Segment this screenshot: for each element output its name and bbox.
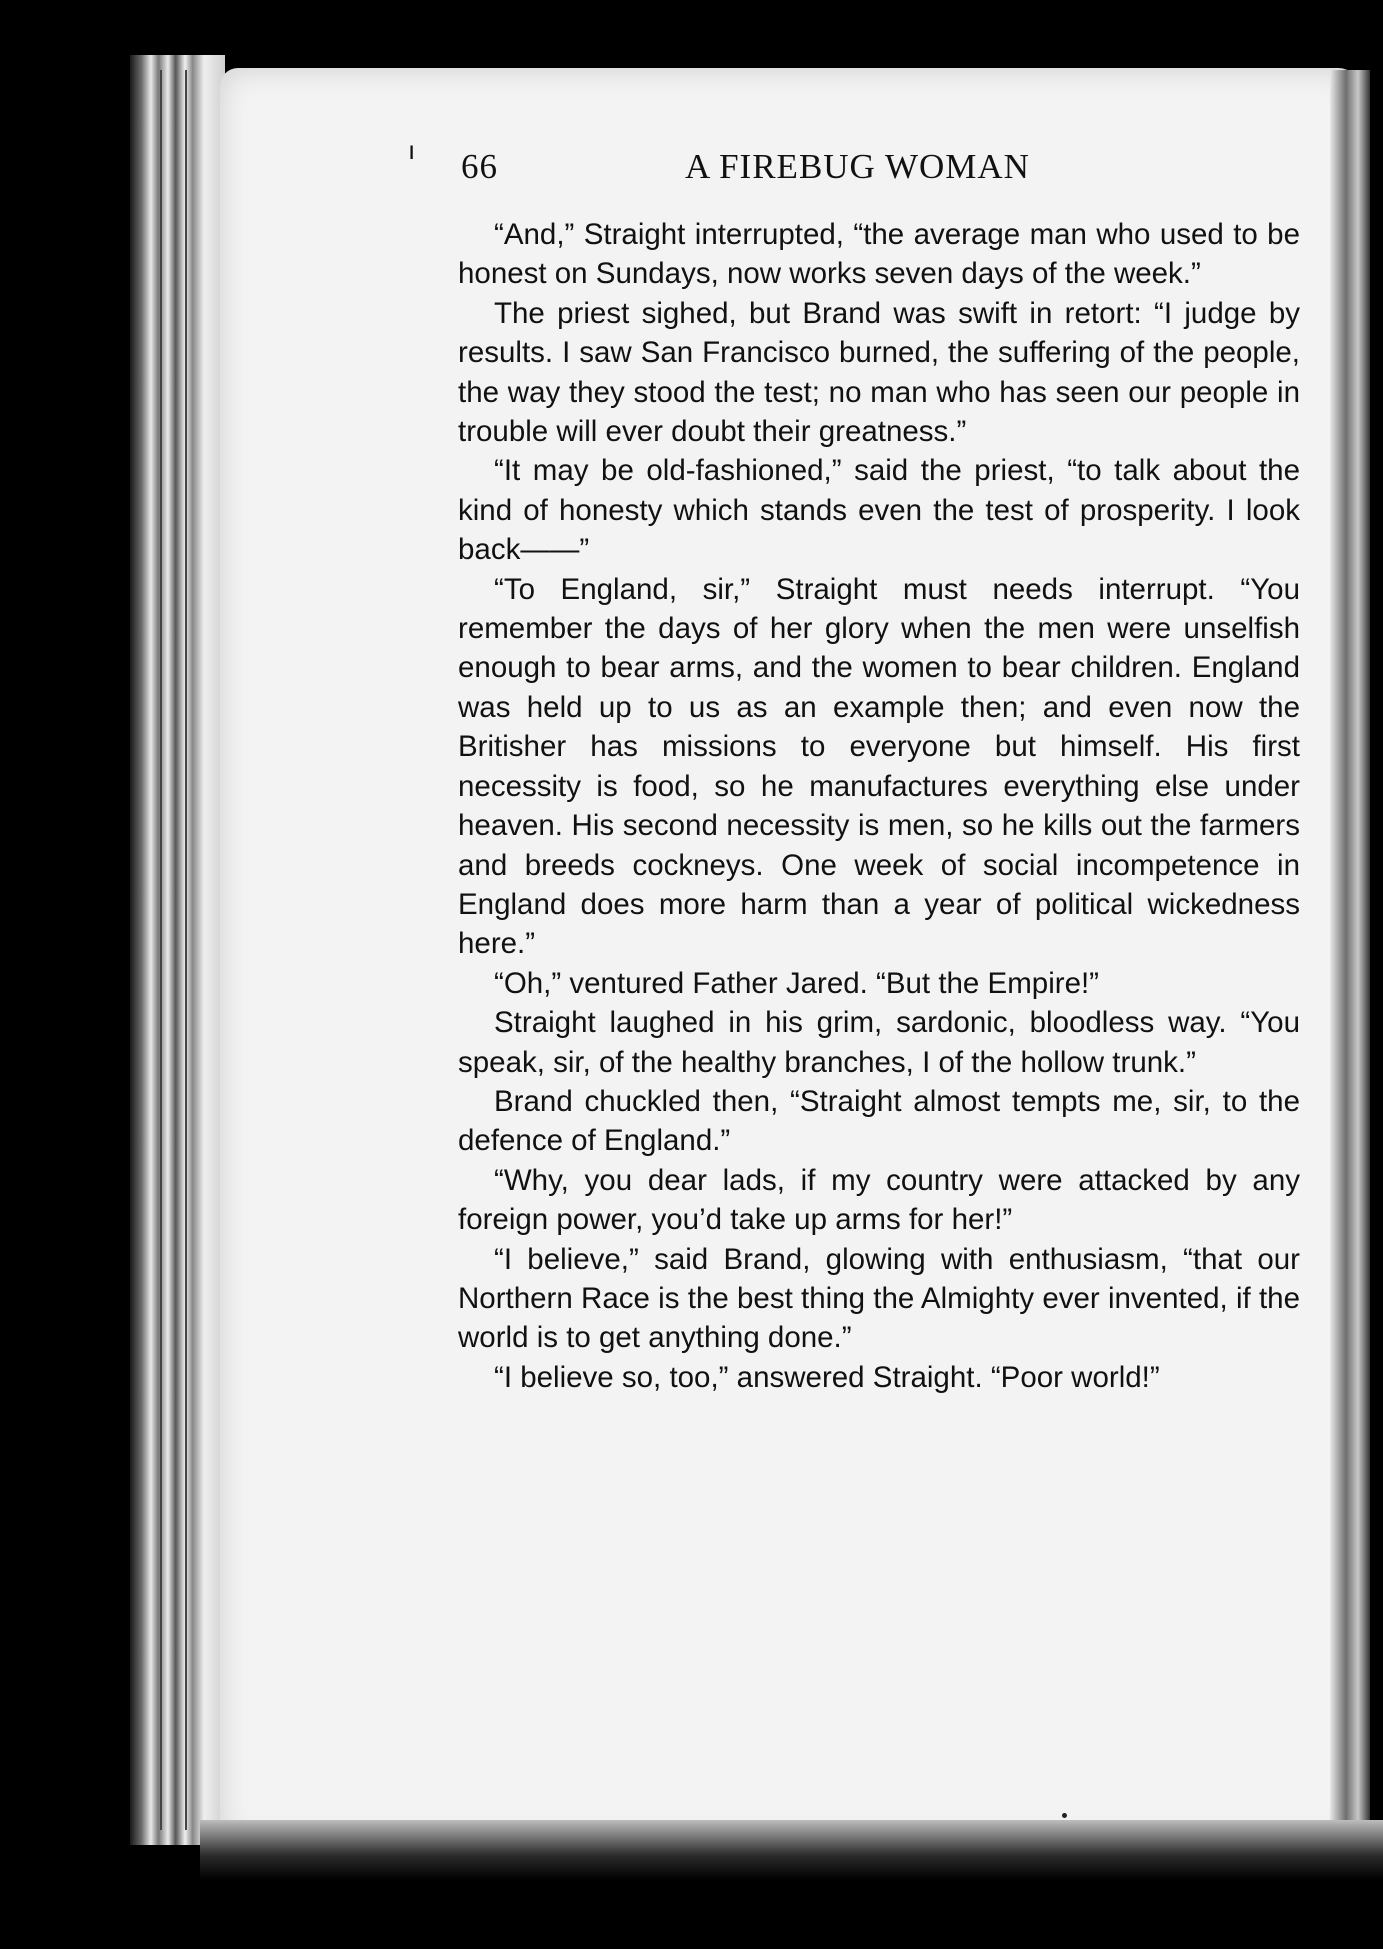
paragraph: “Why, you dear lads, if my country were attacked by any foreign power, you’d take up arms for her!” — [458, 1163, 1300, 1237]
book-spine-edge — [130, 55, 225, 1845]
paragraph: Straight laughed in his grim, sardonic, bloodless way. “You speak, sir, of the healthy branches, I of the hollow trunk.” — [458, 1006, 1300, 1079]
running-title: A FIREBUG WOMAN — [685, 147, 1030, 186]
paragraph: Brand chuckled then, “Straight almost tempts me, sir, to the defence of England.” — [458, 1084, 1300, 1158]
page-edge-line — [185, 70, 187, 1830]
paragraph: “Oh,” ventured Father Jared. “But the Empire!” — [494, 966, 1099, 1000]
paragraph: “I believe,” said Brand, glowing with enthusiasm, “that our Northern Race is the best thing the Almighty ever invented, if the world is to get anything done.” — [458, 1242, 1300, 1355]
paragraph: “It may be old-fashioned,” said the priest, “to talk about the kind of honesty which stands even the test of prosperity. I look back——” — [458, 454, 1300, 567]
page-edge-line — [160, 70, 162, 1830]
page-right-edge — [1330, 70, 1370, 1840]
ink-speck — [1062, 1813, 1067, 1818]
margin-mark: ı — [408, 135, 416, 165]
paragraph: “To England, sir,” Straight must needs interrupt. “You remember the days of her glory when the men were unselfish enough to bear arms, and the women to bear children. England was held up to us as an example then; and even now the Britisher has missions to everyone but himself. His first necessity is food, so he manufactures everything else under heaven. His second necessity is men, so he kills out the farmers and breeds cockneys. One week of social incompetence in England does more harm than a year of political wickedness here.” — [458, 572, 1300, 961]
paragraph: The priest sighed, but Brand was swift in retort: “I judge by results. I saw San Francisco burned, the suffering of the people, the way they stood the test; no man who has seen our people in trouble will ever doubt their greatness.” — [458, 296, 1300, 449]
paragraph: “And,” Straight interrupted, “the average man who used to be honest on Sundays, now works seven days of the week.” — [458, 218, 1300, 291]
paragraph: “I believe so, too,” answered Straight. “Poor world!” — [494, 1360, 1160, 1394]
body-text — [458, 215, 1300, 1397]
page-number: 66 — [461, 147, 498, 186]
page-bottom-shadow — [200, 1820, 1383, 1880]
